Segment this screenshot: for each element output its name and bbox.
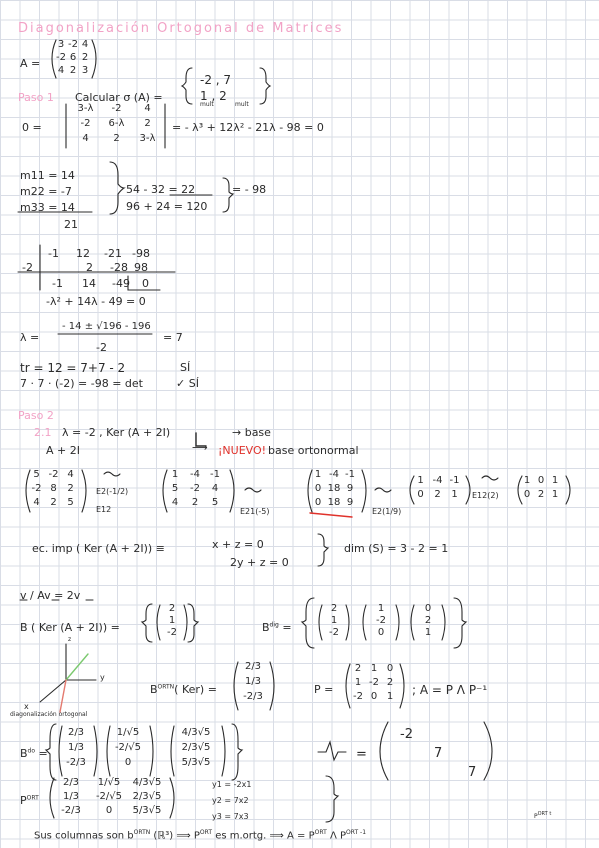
reduction-m5-row	[520, 490, 562, 504]
reduction-m3-cell: 1	[314, 469, 322, 480]
bdiag-vec-3-row	[414, 628, 442, 640]
page-title: Diagonalización Ortogonal de Matrices	[18, 21, 344, 36]
bdiag-vec-2-cell: 0	[377, 627, 385, 638]
matrix-a-cell: 3	[57, 39, 65, 50]
det-matrix-row	[70, 134, 163, 149]
minor-m33: m33 = 14	[20, 201, 75, 214]
bdo-vec-3	[172, 728, 220, 773]
bdiag-vec-1-cell: 1	[330, 615, 338, 626]
step2-label: Paso 2	[18, 409, 54, 422]
mult-label-1: mult	[200, 101, 214, 108]
minor-m11: m11 = 14	[20, 169, 75, 182]
porth-matrix-cell: 1/3	[62, 791, 80, 802]
reduction-m1-row	[28, 484, 79, 498]
reduction-m2-cell: 2	[191, 497, 199, 508]
bortn-vector-row	[237, 677, 269, 692]
reduction-m2-row	[165, 484, 225, 498]
reduction-m1-cell: -2	[31, 483, 42, 494]
porth-label: $P^{ORT}$	[20, 794, 39, 807]
p-matrix-row	[350, 664, 398, 678]
step1-label: Paso 1	[18, 91, 54, 104]
reduction-m2-cell: -2	[190, 483, 200, 494]
det-matrix-cell: 3-λ	[139, 133, 156, 144]
bdo-vec-2	[108, 728, 148, 773]
basis-vector-cell: -2	[167, 627, 177, 638]
bdiag-vec-3-cell: 0	[424, 603, 432, 614]
reduction-m3-cell: 0	[314, 497, 322, 508]
ruffini-cell: -98	[132, 247, 150, 260]
bdiag-vec-2-cell: -2	[376, 615, 386, 626]
bdo-vec-3-cell: 2/3√5	[181, 742, 211, 753]
bdiag-vec-3-cell: 1	[424, 627, 432, 638]
p-matrix-cell: 1	[370, 663, 378, 674]
footer-top: $P^{ORT t}$	[534, 811, 552, 820]
bdo-vec-1-cell: -2/3	[66, 757, 86, 768]
bdo-vec-2-cell: -2/√5	[114, 742, 142, 753]
step2-a-plus: A + 2I	[46, 444, 80, 457]
reduction-op3: E2(1/9)	[372, 507, 402, 516]
reduction-m2-cell: 1	[171, 469, 179, 480]
reduction-m3-cell: 0	[314, 483, 322, 494]
porth-matrix-cell: 5/3√5	[132, 805, 162, 816]
reduction-m4-cell: 1	[417, 475, 424, 486]
bortn-vector-row	[237, 692, 269, 707]
bdo-vec-3-row	[172, 758, 220, 773]
matrix-a-cell: 6	[69, 52, 77, 63]
det-matrix-cell: 4	[82, 133, 89, 144]
p-matrix-row	[350, 692, 398, 706]
ruffini-cell: 12	[76, 247, 90, 260]
reduction-m5-row	[520, 476, 562, 490]
bdo-vec-3-row	[172, 743, 220, 758]
porth-matrix-row	[52, 806, 166, 820]
reduction-m3-cell: 18	[327, 497, 341, 508]
ruffini-root: -2	[22, 261, 33, 274]
lambda-entry: 7	[468, 765, 477, 780]
reduction-m4	[412, 476, 463, 504]
bdiag-vec-3	[414, 604, 442, 640]
det-matrix-cell: 3-λ	[77, 103, 94, 114]
ruffini-cell: 98	[134, 261, 148, 274]
reduction-m1-cell: 5	[67, 497, 74, 508]
bdo-vec-2-row	[108, 758, 148, 773]
bortn-vector-cell: 1/3	[244, 676, 262, 687]
trace-ok: SÍ	[180, 361, 191, 374]
reduction-m5-cell: 0	[523, 489, 531, 500]
bdiag-vec-1-row	[322, 628, 346, 640]
ruffini-cell: 2	[86, 261, 93, 274]
step2-base: → base	[232, 426, 271, 439]
reduction-m3-row	[310, 470, 358, 484]
porth-matrix-cell: -2/3	[61, 805, 81, 816]
matrix-a-cell: -2	[68, 39, 78, 50]
p-matrix-cell: 1	[354, 677, 362, 688]
reduction-m3	[310, 470, 358, 512]
reduction-m2	[165, 470, 225, 512]
porth-matrix-row	[52, 792, 166, 806]
reduction-m4-cell: 1	[451, 489, 458, 500]
matrix-a-label: A =	[20, 57, 41, 70]
det-matrix-cell: 2	[144, 118, 151, 129]
bdo-vec-3-cell: 4/3√5	[181, 727, 211, 738]
minor-line2: 96 + 24 = 120	[126, 200, 208, 213]
matrix-a-cell: 4	[81, 39, 89, 50]
bdiag-label: $B^{dig}$ =	[262, 621, 292, 634]
bdiag-vec-2-cell: 1	[377, 603, 385, 614]
bdo-vec-2-cell: 1/√5	[116, 727, 140, 738]
bortn-label: $B^{ORTN}$( Ker) =	[150, 683, 217, 696]
det-lhs: 0 =	[22, 121, 42, 134]
bdo-vec-1	[60, 728, 92, 773]
reduction-m3-row	[310, 484, 358, 498]
bdo-vec-1-row	[60, 758, 92, 773]
reduction-m2-cell: -1	[210, 469, 220, 480]
reduction-m2-row	[165, 470, 225, 484]
det-matrix-cell: -2	[80, 118, 91, 129]
reduction-m2-cell: 5	[211, 497, 219, 508]
step2-sub: 2.1	[34, 426, 52, 439]
reduction-m5-cell: 1	[551, 475, 559, 486]
quadratic-result: = 7	[163, 331, 183, 344]
porth-y3: y3 = 7x3	[212, 812, 249, 821]
p-matrix	[350, 664, 398, 706]
basis-vector-cell: 2	[168, 603, 176, 614]
p-matrix-cell: 2	[386, 677, 394, 688]
reduction-m1-cell: 2	[50, 497, 57, 508]
quadratic-numerator: - 14 ± √196 - 196	[62, 321, 151, 332]
reduction-m3-cell: -4	[329, 469, 339, 480]
matrix-a-cell: 2	[69, 65, 77, 76]
bdo-vec-1-row	[60, 728, 92, 743]
eigenvalues-top: -2 , 7	[200, 73, 232, 87]
reduction-m5-cell: 1	[551, 489, 559, 500]
matrix-a-cell: 2	[81, 52, 89, 63]
bdo-label: $B^{do}$ =	[20, 747, 48, 760]
p-matrix-cell: -2	[369, 677, 379, 688]
implicit-dim: dim (S) = 3 - 2 = 1	[344, 542, 449, 555]
matrix-a-cell: 4	[57, 65, 65, 76]
p-matrix-cell: 0	[370, 691, 378, 702]
reduction-op4: E12(2)	[472, 491, 499, 500]
det-matrix-cell: 2	[113, 133, 120, 144]
porth-y2: y2 = 7x2	[212, 796, 249, 805]
det-matrix-cell: -2	[111, 103, 122, 114]
reduction-op2: E21(-5)	[240, 507, 270, 516]
det-ok: ✓ SÍ	[176, 377, 199, 390]
footer-line: Sus columnas son $b^{ORTN}$ (ℝ³) ⟹ $P^{ORT}$ es m.ortg. ⟹ $A = P^{ORT}$ Λ $P^{ORT -1}$	[34, 829, 367, 842]
minor-sum: 21	[64, 218, 78, 231]
implicit-eq2: 2y + z = 0	[230, 556, 289, 569]
reduction-m3-cell: 18	[327, 483, 341, 494]
porth-matrix-cell: -2/√5	[95, 791, 123, 802]
bdo-vec-3-cell: 5/3√5	[181, 757, 211, 768]
basis-vector-row	[160, 628, 184, 640]
step1-text: Calcular σ (A) =	[75, 91, 163, 104]
quadratic-lhs: λ =	[20, 331, 40, 344]
step2-text: λ = -2 , Ker (A + 2I)	[62, 426, 171, 439]
ruffini-poly: -λ² + 14λ - 49 = 0	[46, 295, 146, 308]
trace-check: tr = 12 = 7+7 - 2	[20, 361, 126, 375]
reduction-op1a: E2(-1/2)	[96, 487, 129, 496]
reduction-m5-cell: 1	[523, 475, 531, 486]
bdiag-vec-2-row	[366, 628, 396, 640]
p-label: P =	[314, 683, 334, 696]
reduction-m1-cell: 5	[33, 469, 40, 480]
reduction-m1-cell: 4	[33, 497, 40, 508]
mult-label-2: mult	[235, 101, 249, 108]
step2-arrow: ⟶	[192, 441, 208, 454]
axis-z-label: z	[68, 636, 72, 643]
reduction-m4-row	[412, 476, 463, 490]
bdo-vec-1-row	[60, 743, 92, 758]
reduction-m2-cell: 4	[171, 497, 179, 508]
porth-matrix-cell: 1/√5	[97, 777, 121, 788]
reduction-m2-cell: 5	[171, 483, 179, 494]
ruffini-cell: -21	[104, 247, 122, 260]
matrix-a-cell: -2	[56, 52, 66, 63]
bortn-vector	[237, 662, 269, 707]
lambda-eq: =	[356, 747, 367, 762]
bdiag-vec-1	[322, 604, 346, 640]
bortn-vector-row	[237, 662, 269, 677]
porth-matrix-row	[52, 778, 166, 792]
ruffini-cell: 0	[142, 277, 149, 290]
minor-line1: 54 - 32 = 22	[126, 183, 196, 196]
reduction-m1-cell: 2	[67, 483, 74, 494]
basis-vector	[160, 604, 184, 640]
reduction-m5-cell: 2	[537, 489, 545, 500]
bdo-vec-2-cell: 0	[124, 757, 132, 768]
det-matrix-row	[70, 104, 163, 119]
minor-m22: m22 = -7	[20, 185, 72, 198]
reduction-m1-cell: 4	[67, 469, 74, 480]
axes-caption: diagonalización ortogonal	[10, 711, 88, 718]
reduction-m3-cell: -1	[345, 469, 355, 480]
porth-matrix-cell: 2/3√5	[132, 791, 162, 802]
ruffini-cell: -1	[48, 247, 59, 260]
porth-matrix-cell: 0	[105, 805, 113, 816]
reduction-m3-row	[310, 498, 358, 512]
lambda-entry: 7	[434, 746, 443, 761]
basis-label: B ( Ker (A + 2I)) =	[20, 621, 120, 634]
reduction-m2-row	[165, 498, 225, 512]
reduction-m4-cell: 2	[434, 489, 441, 500]
det-matrix-cell: 4	[144, 103, 151, 114]
reduction-m2-cell: -4	[190, 469, 200, 480]
reduction-m4-row	[412, 490, 463, 504]
axis-x-label: x	[24, 702, 29, 711]
reduction-m4-cell: -4	[432, 475, 443, 486]
bdo-vec-1-cell: 2/3	[67, 727, 85, 738]
lambda-entry: -2	[400, 727, 413, 742]
reduction-m4-cell: -1	[449, 475, 460, 486]
ruffini-cell: -49	[112, 277, 130, 290]
reduction-m1-row	[28, 498, 79, 512]
eigvec-def: v / Av = 2v	[20, 589, 81, 602]
nuevo-badge: ¡NUEVO!	[218, 444, 267, 457]
det-result: = - λ³ + 12λ² - 21λ - 98 = 0	[172, 121, 324, 134]
reduction-m3-cell: 9	[346, 497, 354, 508]
p-matrix-cell: 0	[386, 663, 394, 674]
bdo-vec-2-row	[108, 728, 148, 743]
reduction-m3-cell: 9	[346, 483, 354, 494]
eigenvalues-bottom: 1 , 2	[200, 89, 227, 103]
ruffini-cell: 14	[82, 277, 96, 290]
reduction-m5	[520, 476, 562, 504]
bdiag-vec-2	[366, 604, 396, 640]
a-decomposition: ; A = P Λ P⁻¹	[412, 683, 488, 697]
det-matrix-row	[70, 119, 163, 134]
p-matrix-cell: 2	[354, 663, 362, 674]
minor-result: = - 98	[232, 183, 267, 196]
reduction-op1b: E12	[96, 505, 112, 514]
ruffini-cell: -28	[110, 261, 128, 274]
basis-vector-cell: 1	[168, 615, 176, 626]
implicit-eq1: x + z = 0	[212, 538, 264, 551]
ruffini-cell: -1	[52, 277, 63, 290]
porth-matrix-cell: 2/3	[62, 777, 80, 788]
reduction-m4-cell: 0	[417, 489, 424, 500]
reduction-m1	[28, 470, 79, 512]
reduction-m1-row	[28, 470, 79, 484]
base-ortonormal: base ortonormal	[268, 444, 359, 457]
reduction-m2-cell: 4	[211, 483, 219, 494]
det-matrix-cell: 6-λ	[108, 118, 125, 129]
bdo-vec-3-row	[172, 728, 220, 743]
bortn-vector-cell: 2/3	[244, 661, 262, 672]
p-matrix-cell: 1	[386, 691, 394, 702]
bdiag-vec-1-cell: 2	[330, 603, 338, 614]
reduction-m5-cell: 0	[537, 475, 545, 486]
reduction-m1-cell: -2	[48, 469, 59, 480]
det-check: 7 · 7 · (-2) = -98 = det	[20, 377, 143, 390]
bdo-vec-2-row	[108, 743, 148, 758]
porth-y1: y1 = -2x1	[212, 780, 252, 789]
bdiag-vec-3-cell: 2	[424, 615, 432, 626]
bdo-vec-1-cell: 1/3	[67, 742, 85, 753]
axis-y-label: y	[100, 673, 105, 682]
bdiag-vec-1-cell: -2	[329, 627, 339, 638]
implicit-lhs: ec. imp ( Ker (A + 2I)) ≡	[32, 542, 165, 555]
matrix-a-cell: 3	[81, 65, 89, 76]
bortn-vector-cell: -2/3	[243, 691, 263, 702]
matrix-a	[55, 40, 91, 79]
porth-matrix-cell: 4/3√5	[132, 777, 162, 788]
p-matrix-cell: -2	[353, 691, 363, 702]
reduction-m1-cell: 8	[50, 483, 57, 494]
porth-matrix	[52, 778, 166, 820]
det-matrix	[70, 104, 163, 149]
p-matrix-row	[350, 678, 398, 692]
matrix-a-row	[55, 66, 91, 79]
quadratic-denominator: -2	[96, 341, 107, 354]
